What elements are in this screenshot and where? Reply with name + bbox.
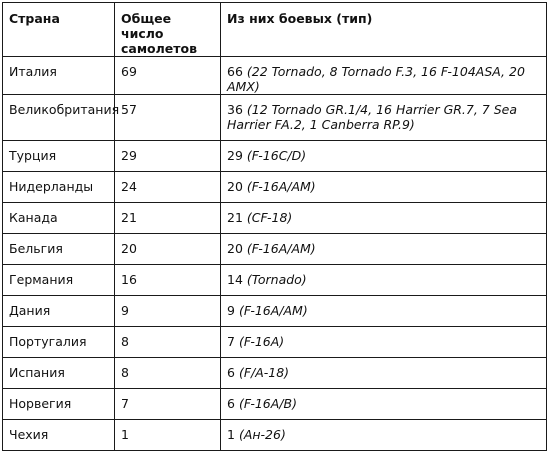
total-cell: 8	[115, 358, 221, 389]
combat-cell	[221, 420, 547, 451]
combat-detail: (F-16A/B)	[238, 396, 297, 411]
table-row	[3, 265, 547, 296]
combat-cell	[221, 296, 547, 327]
combat-cell	[221, 172, 547, 203]
table-row	[3, 57, 547, 95]
combat-detail: (F-16A/AM)	[246, 241, 316, 256]
combat-cell	[221, 327, 547, 358]
combat-count: 36	[227, 102, 243, 117]
combat-count: 1	[227, 427, 235, 442]
country-cell: Дания	[3, 296, 115, 327]
combat-detail: (F-16A/AM)	[238, 303, 308, 318]
combat-count: 20	[227, 241, 243, 256]
total-cell: 24	[115, 172, 221, 203]
total-cell: 16	[115, 265, 221, 296]
country-cell: Чехия	[3, 420, 115, 451]
combat-detail: (F-16A/AM)	[246, 179, 316, 194]
combat-count: 20	[227, 179, 243, 194]
combat-count: 14	[227, 272, 243, 287]
total-cell: 8	[115, 327, 221, 358]
combat-cell	[221, 234, 547, 265]
country-cell: Испания	[3, 358, 115, 389]
total-cell: 1	[115, 420, 221, 451]
table-row	[3, 203, 547, 234]
country-cell: Турция	[3, 141, 115, 172]
country-cell: Канада	[3, 203, 115, 234]
aircraft-table	[2, 2, 547, 451]
combat-cell	[221, 57, 547, 95]
combat-cell	[221, 358, 547, 389]
total-cell: 69	[115, 57, 221, 95]
header-row	[3, 3, 547, 57]
country-cell: Бельгия	[3, 234, 115, 265]
combat-count: 6	[227, 365, 235, 380]
table-row	[3, 172, 547, 203]
total-cell: 57	[115, 95, 221, 141]
table-row	[3, 141, 547, 172]
combat-detail: (Ан-26)	[238, 427, 286, 442]
total-cell: 7	[115, 389, 221, 420]
country-cell: Нидерланды	[3, 172, 115, 203]
combat-detail: (22 Tornado, 8 Tornado F.3, 16 F-104ASA, 20 AMX)	[227, 64, 525, 94]
table-row	[3, 296, 547, 327]
header-total: Общее число самолетов	[115, 3, 221, 57]
combat-cell	[221, 141, 547, 172]
combat-count: 21	[227, 210, 243, 225]
table-row	[3, 234, 547, 265]
table-row	[3, 358, 547, 389]
combat-detail: (F-16C/D)	[246, 148, 307, 163]
country-cell: Италия	[3, 57, 115, 95]
combat-count: 9	[227, 303, 235, 318]
country-cell: Германия	[3, 265, 115, 296]
combat-detail: (CF-18)	[246, 210, 293, 225]
combat-count: 7	[227, 334, 235, 349]
combat-detail: (Tornado)	[246, 272, 307, 287]
header-combat: Из них боевых (тип)	[221, 3, 547, 57]
total-cell: 21	[115, 203, 221, 234]
total-cell: 20	[115, 234, 221, 265]
combat-detail: (12 Tornado GR.1/4, 16 Harrier GR.7, 7 Sea Harrier FA.2, 1 Canberra RP.9)	[227, 102, 518, 132]
table-row	[3, 95, 547, 141]
table-body	[3, 57, 547, 451]
combat-count: 6	[227, 396, 235, 411]
total-cell: 9	[115, 296, 221, 327]
combat-detail: (F-16A)	[238, 334, 285, 349]
total-cell: 29	[115, 141, 221, 172]
table-row	[3, 389, 547, 420]
country-cell: Норвегия	[3, 389, 115, 420]
table-row	[3, 327, 547, 358]
combat-cell	[221, 95, 547, 141]
combat-cell	[221, 265, 547, 296]
combat-detail: (F/A-18)	[238, 365, 290, 380]
header-country: Страна	[3, 3, 115, 57]
combat-count: 29	[227, 148, 243, 163]
combat-count: 66	[227, 64, 243, 79]
country-cell: Великобритания	[3, 95, 115, 141]
table-row	[3, 420, 547, 451]
combat-cell	[221, 389, 547, 420]
country-cell: Португалия	[3, 327, 115, 358]
combat-cell	[221, 203, 547, 234]
